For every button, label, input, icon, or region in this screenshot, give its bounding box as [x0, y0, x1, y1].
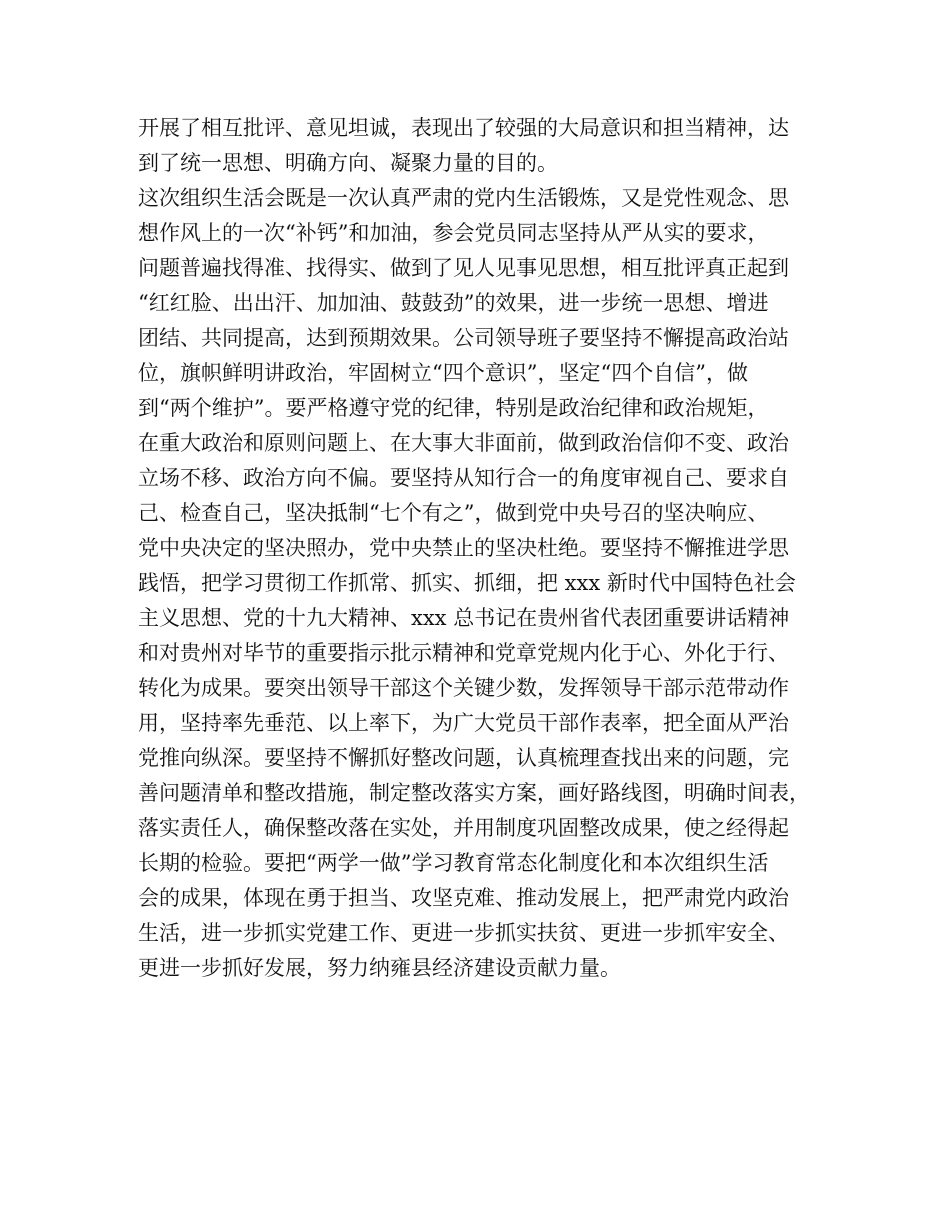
text-line: 转化为成果。要突出领导干部这个关键少数，发挥领导干部示范带动作: [138, 676, 789, 700]
text-line: 在重大政治和原则问题上、在大事大非面前，做到政治信仰不变、政治: [138, 431, 789, 455]
text-line: 和对贵州对毕节的重要指示批示精神和党章党规内化于心、外化于行、: [138, 641, 789, 665]
text-line: 团结、共同提高，达到预期效果。公司领导班子要坚持不懈提高政治站: [138, 326, 789, 350]
text-line: 位，旗帜鲜明讲政治，牢固树立“四个意识”，坚定“四个自信”，做: [138, 361, 748, 385]
text-line: 到“两个维护”。要严格遵守党的纪律，特别是政治纪律和政治规矩，: [138, 396, 769, 420]
text-line: 这次组织生活会既是一次认真严肃的党内生活锻炼，又是党性观念、思: [138, 186, 789, 210]
text-line: 用，坚持率先垂范、以上率下，为广大党员干部作表率，把全面从严治: [138, 711, 789, 735]
text-line: 党中央决定的坚决照办，党中央禁止的坚决杜绝。要坚持不懈推进学思: [138, 536, 789, 560]
text-line: 更进一步抓好发展，努力纳雍县经济建设贡献力量。: [138, 956, 621, 980]
text-line: 会的成果，体现在勇于担当、攻坚克难、推动发展上，把严肃党内政治: [138, 886, 789, 910]
body-text: [138, 111, 838, 986]
text-line: 开展了相互批评、意见坦诚，表现出了较强的大局意识和担当精神，达: [138, 116, 789, 140]
text-line: 想作风上的一次“补钙”和加油，参会党员同志坚持从严从实的要求，: [138, 221, 769, 245]
text-line: 问题普遍找得准、找得实、做到了见人见事见思想，相互批评真正起到: [138, 256, 789, 280]
text-line: 落实责任人，确保整改落在实处，并用制度巩固整改成果，使之经得起: [138, 816, 789, 840]
text-line: 己、检查自己，坚决抵制“七个有之”，做到党中央号召的坚决响应、: [138, 501, 769, 525]
text-line: 主义思想、党的十九大精神、xxx 总书记在贵州省代表团重要讲话精神: [138, 606, 790, 630]
text-line: 立场不移、政治方向不偏。要坚持从知行合一的角度审视自己、要求自: [138, 466, 789, 490]
text-line: 党推向纵深。要坚持不懈抓好整改问题，认真梳理查找出来的问题，完: [138, 746, 789, 770]
text-line: 长期的检验。要把“两学一做”学习教育常态化制度化和本次组织生活: [138, 851, 769, 875]
text-line: 善问题清单和整改措施，制定整改落实方案，画好路线图，明确时间表，: [138, 781, 810, 805]
text-line: 践悟，把学习贯彻工作抓常、抓实、抓细，把 xxx 新时代中国特色社会: [138, 571, 796, 595]
text-line: 到了统一思想、明确方向、凝聚力量的目的。: [138, 151, 558, 175]
text-line: 生活，进一步抓实党建工作、更进一步抓实扶贫、更进一步抓牢安全、: [138, 921, 789, 945]
text-line: “红红脸、出出汗、加加油、鼓鼓劲”的效果，进一步统一思想、增进: [138, 291, 769, 315]
